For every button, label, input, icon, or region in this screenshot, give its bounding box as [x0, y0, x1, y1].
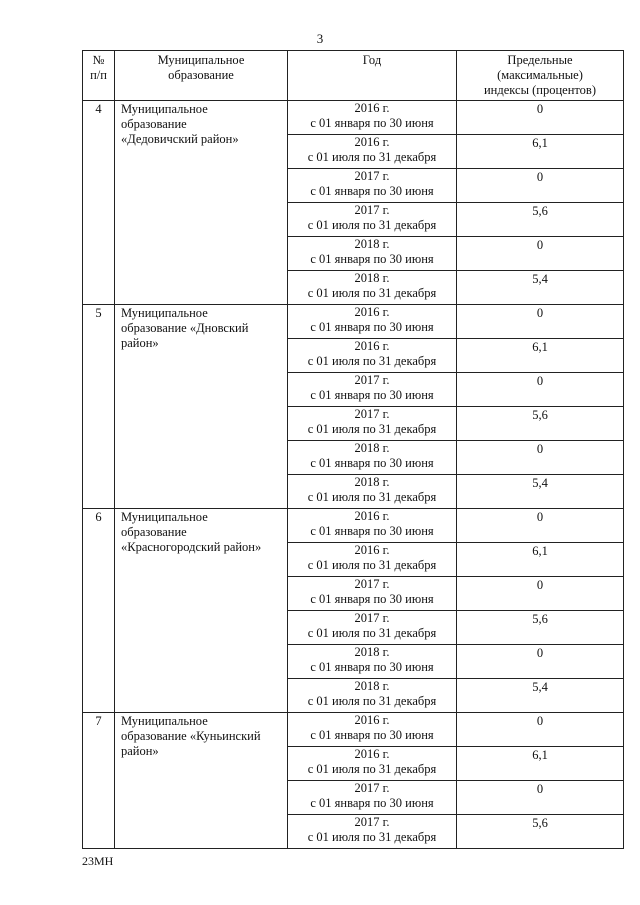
- header-num: [83, 51, 115, 101]
- period-label: с 01 июля по 31 декабря: [307, 150, 437, 164]
- table-row: [83, 101, 624, 135]
- year-label: 2017 г.: [354, 781, 390, 795]
- header-index-line: Предельные: [507, 53, 573, 67]
- period-label: с 01 июля по 31 декабря: [307, 490, 437, 504]
- municipality-name-line: район»: [121, 336, 159, 350]
- year-label: 2016 г.: [354, 543, 390, 557]
- year-label: 2018 г.: [354, 441, 390, 455]
- period-cell: [288, 645, 457, 679]
- header-num-line: №: [92, 53, 105, 67]
- index-value: 0: [457, 781, 624, 815]
- period-label: с 01 июля по 31 декабря: [307, 286, 437, 300]
- period-label: с 01 января по 30 июня: [310, 524, 434, 538]
- period-cell: [288, 781, 457, 815]
- page-number: 3: [316, 31, 324, 46]
- period-cell: [288, 815, 457, 849]
- municipality-name-line: образование: [121, 117, 187, 131]
- period-label: с 01 января по 30 июня: [310, 184, 434, 198]
- period-cell: [288, 679, 457, 713]
- municipality-name-line: Муниципальное: [121, 714, 208, 728]
- year-label: 2017 г.: [354, 373, 390, 387]
- index-value: 5,4: [457, 679, 624, 713]
- period-cell: [288, 747, 457, 781]
- municipality-name-line: образование: [121, 525, 187, 539]
- municipality-name: [115, 101, 288, 305]
- year-label: 2016 г.: [354, 305, 390, 319]
- municipality-name-line: Муниципальное: [121, 306, 208, 320]
- index-value: 5,4: [457, 475, 624, 509]
- period-label: с 01 января по 30 июня: [310, 660, 434, 674]
- year-label: 2017 г.: [354, 407, 390, 421]
- period-cell: [288, 577, 457, 611]
- year-label: 2017 г.: [354, 203, 390, 217]
- row-number: 6: [83, 509, 115, 713]
- period-label: с 01 июля по 31 декабря: [307, 830, 437, 844]
- period-cell: [288, 135, 457, 169]
- municipality-name-line: «Дедовичский район»: [121, 132, 239, 146]
- index-value: 0: [457, 713, 624, 747]
- index-value: 0: [457, 373, 624, 407]
- index-value: 0: [457, 237, 624, 271]
- municipality-name: [115, 713, 288, 849]
- period-cell: [288, 475, 457, 509]
- index-value: 6,1: [457, 135, 624, 169]
- index-value: 0: [457, 169, 624, 203]
- header-year: [288, 51, 457, 101]
- index-value: 6,1: [457, 543, 624, 577]
- municipality-name: [115, 305, 288, 509]
- year-label: 2016 г.: [354, 101, 390, 115]
- period-cell: [288, 339, 457, 373]
- index-value: 0: [457, 577, 624, 611]
- municipality-name-line: образование «Куньинский: [121, 729, 261, 743]
- year-label: 2016 г.: [354, 713, 390, 727]
- row-number: 5: [83, 305, 115, 509]
- municipality-name-line: образование «Дновский: [121, 321, 249, 335]
- index-value: 5,6: [457, 611, 624, 645]
- header-num-line: п/п: [90, 68, 107, 82]
- year-label: 2017 г.: [354, 169, 390, 183]
- period-label: с 01 июля по 31 декабря: [307, 762, 437, 776]
- municipality-name-line: «Красногородский район»: [121, 540, 262, 554]
- header-index-line: (максимальные): [497, 68, 583, 82]
- year-label: 2017 г.: [354, 815, 390, 829]
- period-cell: [288, 169, 457, 203]
- index-value: 6,1: [457, 747, 624, 781]
- period-label: с 01 января по 30 июня: [310, 796, 434, 810]
- period-label: с 01 июля по 31 декабря: [307, 558, 437, 572]
- year-label: 2018 г.: [354, 679, 390, 693]
- period-label: с 01 января по 30 июня: [310, 252, 434, 266]
- year-label: 2016 г.: [354, 747, 390, 761]
- municipality-name-line: район»: [121, 744, 159, 758]
- period-cell: [288, 237, 457, 271]
- index-value: 0: [457, 509, 624, 543]
- period-cell: [288, 441, 457, 475]
- table-row: [83, 509, 624, 543]
- period-label: с 01 июля по 31 декабря: [307, 354, 437, 368]
- period-label: с 01 июля по 31 декабря: [307, 218, 437, 232]
- index-value: 5,6: [457, 203, 624, 237]
- table-header-row: [83, 51, 624, 101]
- period-label: с 01 января по 30 июня: [310, 728, 434, 742]
- index-value: 0: [457, 645, 624, 679]
- year-label: 2018 г.: [354, 237, 390, 251]
- table-body: [83, 101, 624, 849]
- period-label: с 01 января по 30 июня: [310, 320, 434, 334]
- period-cell: [288, 101, 457, 135]
- period-cell: [288, 271, 457, 305]
- period-cell: [288, 713, 457, 747]
- header-municipality: [115, 51, 288, 101]
- year-label: 2016 г.: [354, 509, 390, 523]
- municipality-name-line: Муниципальное: [121, 510, 208, 524]
- header-index: [457, 51, 624, 101]
- period-label: с 01 января по 30 июня: [310, 388, 434, 402]
- period-label: с 01 июля по 31 декабря: [307, 626, 437, 640]
- index-value: 5,6: [457, 407, 624, 441]
- index-value: 5,6: [457, 815, 624, 849]
- period-cell: [288, 305, 457, 339]
- table-row: [83, 713, 624, 747]
- period-cell: [288, 509, 457, 543]
- year-label: 2016 г.: [354, 135, 390, 149]
- year-label: 2017 г.: [354, 611, 390, 625]
- index-value: 0: [457, 441, 624, 475]
- row-number: 4: [83, 101, 115, 305]
- period-cell: [288, 611, 457, 645]
- year-label: 2018 г.: [354, 475, 390, 489]
- period-label: с 01 июля по 31 декабря: [307, 422, 437, 436]
- year-label: 2017 г.: [354, 577, 390, 591]
- limit-index-table: [82, 50, 624, 849]
- municipality-name-line: Муниципальное: [121, 102, 208, 116]
- period-label: с 01 января по 30 июня: [310, 116, 434, 130]
- year-label: 2018 г.: [354, 645, 390, 659]
- period-label: с 01 января по 30 июня: [310, 592, 434, 606]
- index-value: 6,1: [457, 339, 624, 373]
- period-label: с 01 июля по 31 декабря: [307, 694, 437, 708]
- period-cell: [288, 407, 457, 441]
- period-cell: [288, 203, 457, 237]
- index-value: 5,4: [457, 271, 624, 305]
- municipality-name: [115, 509, 288, 713]
- header-municipality-line: образование: [168, 68, 234, 82]
- header-index-line: индексы (процентов): [483, 83, 596, 97]
- header-year-line: Год: [362, 53, 382, 67]
- table-row: [83, 305, 624, 339]
- year-label: 2016 г.: [354, 339, 390, 353]
- index-value: 0: [457, 101, 624, 135]
- period-cell: [288, 373, 457, 407]
- index-value: 0: [457, 305, 624, 339]
- footer-code: 23МН: [82, 854, 114, 868]
- period-label: с 01 января по 30 июня: [310, 456, 434, 470]
- period-cell: [288, 543, 457, 577]
- year-label: 2018 г.: [354, 271, 390, 285]
- row-number: 7: [83, 713, 115, 849]
- header-municipality-line: Муниципальное: [157, 53, 245, 67]
